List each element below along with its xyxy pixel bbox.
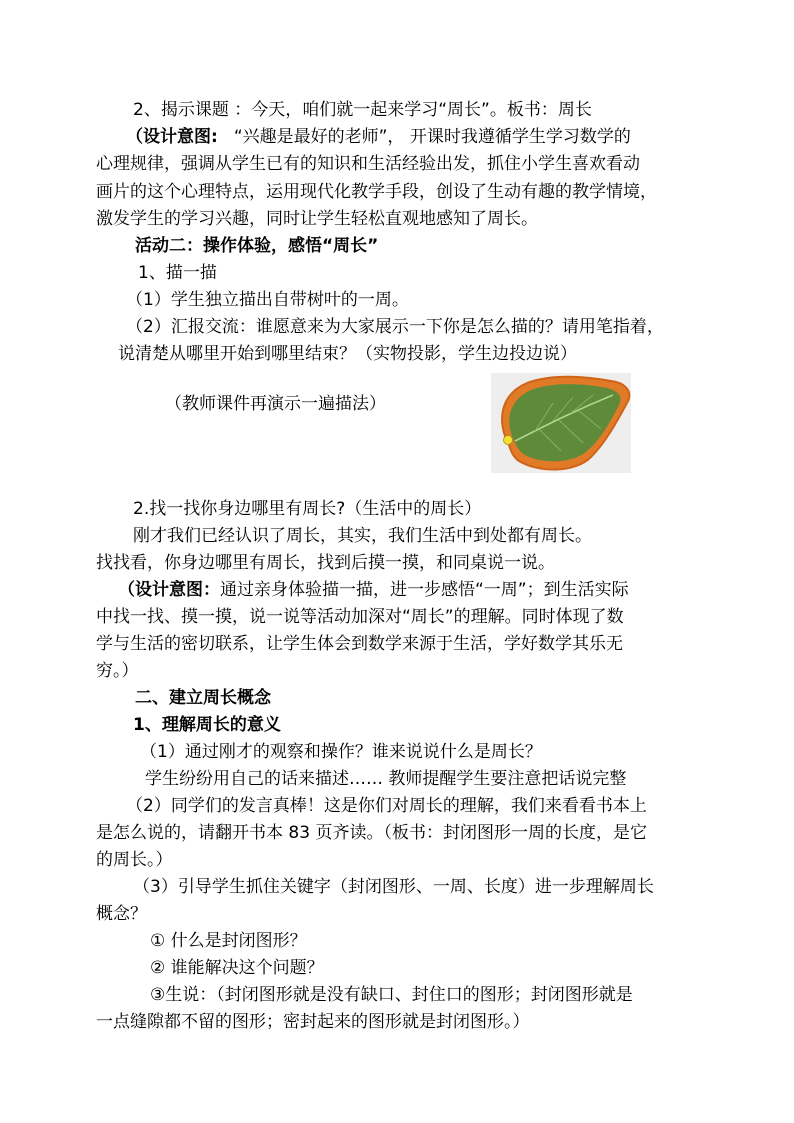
text: 2、揭示课题 ：今天，咱们就一起来学习“周长”。板书：周长 [133,100,592,120]
line-30 [150,983,633,1007]
text: 穷。） [96,661,139,681]
line-17 [96,632,623,656]
text: 1、理解周长的意义 [133,715,281,735]
line-12 [133,497,481,521]
line-15 [118,578,629,602]
text: 画片的这个心理特点，运用现代化教学手段，创设了生动有趣的教学情境， [96,182,657,202]
text: （2）汇报交流：谁愿意来为大家展示一下你是怎么描的？请用笔指着， [126,317,664,337]
line-22 [145,767,626,791]
line-18 [96,659,139,683]
text: 激发学生的学习兴趣，同时让学生轻松直观地感知了周长。 [96,209,538,229]
line-28 [150,929,307,953]
text: 是怎么说的，请翻开书本 83 页齐读。（板书：封闭图形一周的长度，是它 [96,823,647,843]
text: （1）学生独立描出自带树叶的一周。 [126,290,409,310]
line-29 [150,956,324,980]
text: （2）同学们的发言真棒！这是你们对周长的理解，我们来看看书本上 [126,796,647,816]
line-31 [96,1010,530,1034]
leaf-image [491,373,631,473]
text: 概念？ [96,904,147,924]
text: 2.找一找你身边哪里有周长?（生活中的周长） [133,499,482,519]
line-24 [96,821,647,845]
text: 一点缝隙都不留的图形；密封起来的图形就是封闭图形。） [96,1012,530,1032]
line-21 [140,740,542,764]
line-14 [96,551,555,575]
text: “兴趣是最好的老师”， 开课时我遵循学生学习数学的 [233,127,631,147]
line-10 [118,342,577,366]
line-13 [133,524,592,548]
line-8 [126,288,409,312]
line-16 [96,605,624,629]
line-23 [126,794,647,818]
text: 说清楚从哪里开始到哪里结束？（实物投影，学生边投边说） [118,344,577,364]
heading-section-2 [135,686,271,710]
text: ③生说：（封闭图形就是没有缺口、封住口的图形；封闭图形就是 [150,985,633,1005]
text: 学生纷纷用自己的话来描述…… 教师提醒学生要注意把话说完整 [145,769,627,789]
line-9 [126,315,664,339]
text: （3）引导学生抓住关键字（封闭图形、一周、长度）进一步理解周长 [133,877,654,897]
line-25 [96,848,173,872]
text: 1、描一描 [138,263,217,283]
text: 的周长。） [96,850,173,870]
label-design-intent: （设计意图： [118,580,220,600]
line-7 [138,261,217,285]
label-design-intent: （设计意图: [126,127,218,147]
text: （教师课件再演示一遍描法） [165,394,386,414]
text: ① 什么是封闭图形？ [150,931,307,951]
line-27 [96,902,147,926]
text: 二、建立周长概念 [135,688,271,708]
text: （1）通过刚才的观察和操作？谁来说说什么是周长？ [140,742,542,762]
text: 通过亲身体验描一描，进一步感悟“一周”；到生活实际 [220,580,629,600]
text: 中找一找、摸一摸，说一说等活动加深对“周长”的理解。同时体现了数 [96,607,624,627]
line-3 [96,152,640,176]
heading-understand-perimeter [133,713,281,737]
line-11 [165,392,386,416]
line-2 [126,125,631,149]
text: 学与生活的密切联系，让学生体会到数学来源于生活，学好数学其乐无 [96,634,623,654]
line-1 [133,98,592,122]
text: ② 谁能解决这个问题？ [150,958,324,978]
line-5 [96,207,538,231]
text: 活动二：操作体验，感悟“周长” [135,236,379,256]
heading-activity-2 [135,234,378,258]
text: 刚才我们已经认识了周长，其实，我们生活中到处都有周长。 [133,526,592,546]
text: 找找看，你身边哪里有周长，找到后摸一摸，和同桌说一说。 [96,553,555,573]
line-26 [133,875,654,899]
line-4 [96,180,657,204]
text: 心理规律，强调从学生已有的知识和生活经验出发，抓住小学生喜欢看动 [96,154,640,174]
